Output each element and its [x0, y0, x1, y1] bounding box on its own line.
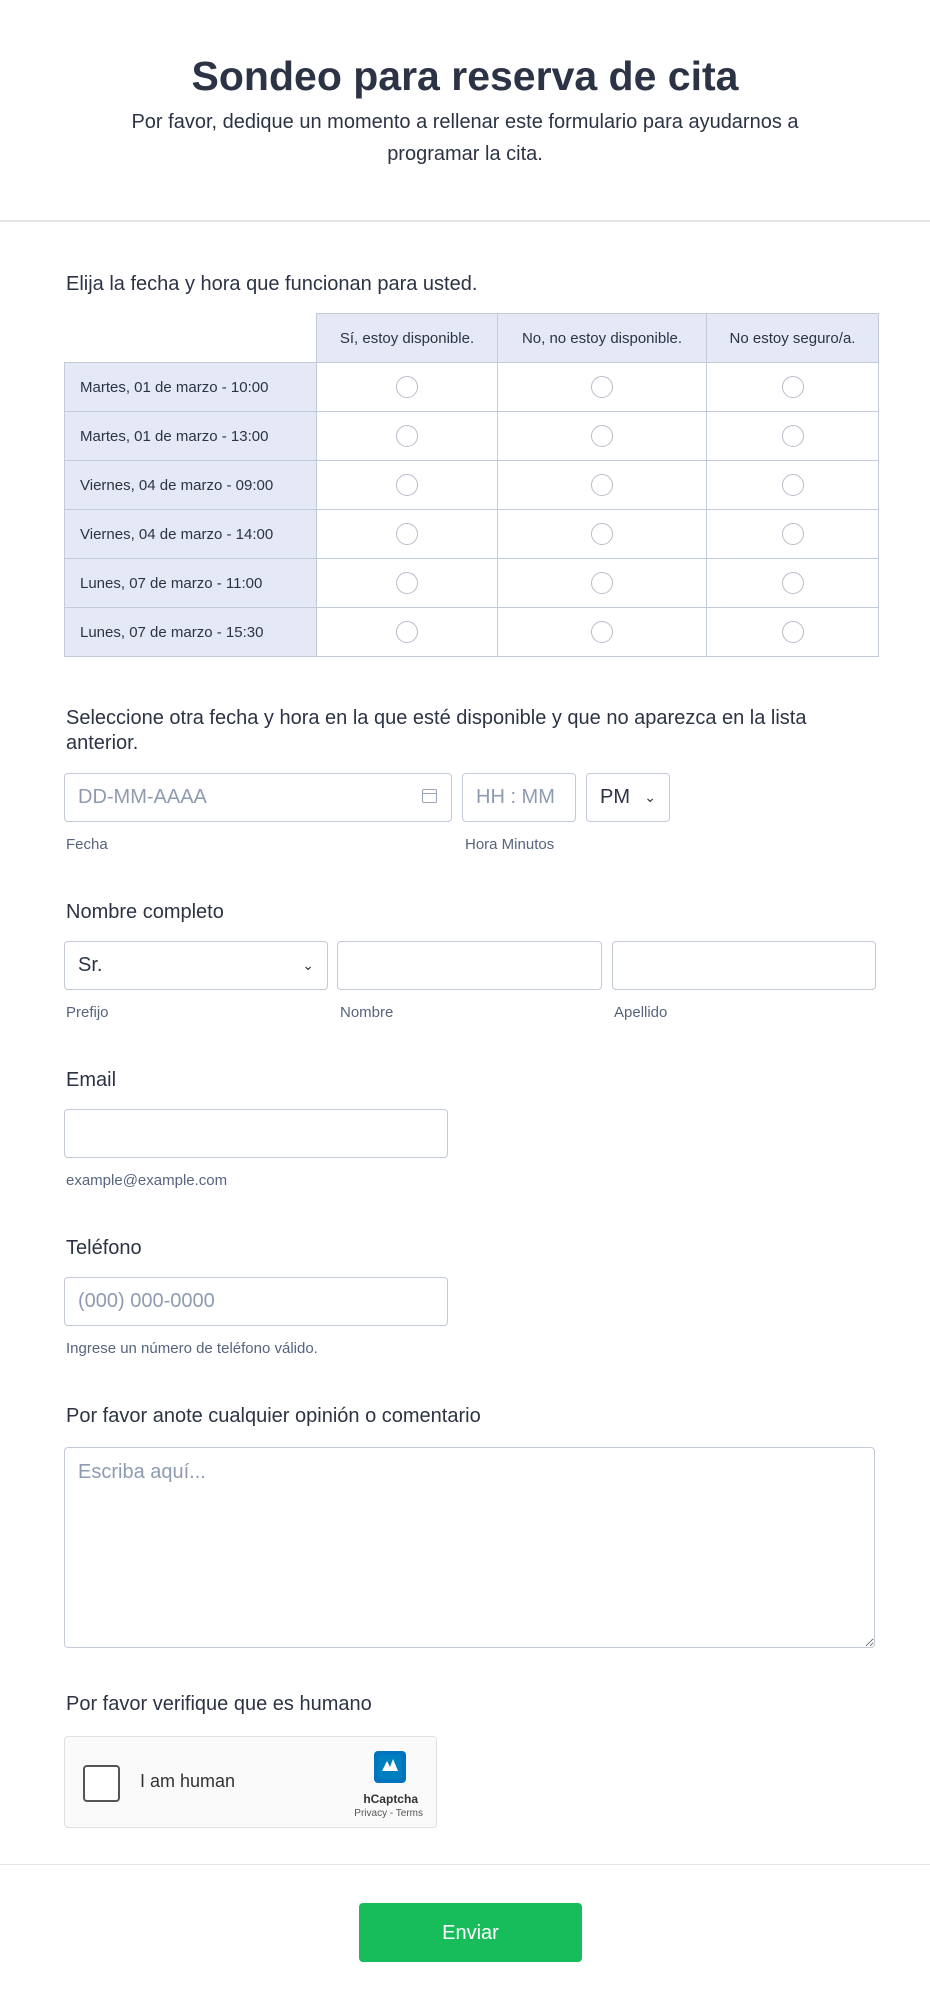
radio-button[interactable]: [782, 621, 804, 643]
phone-hint: Ingrese un número de teléfono válido.: [66, 1340, 318, 1357]
matrix-row: [65, 412, 879, 461]
matrix-header-row: [65, 314, 879, 363]
date-input[interactable]: [64, 773, 452, 822]
matrix-column-header: No estoy seguro/a.: [707, 314, 879, 363]
prefix-label: Prefijo: [66, 1004, 109, 1021]
email-question-label: Email: [66, 1069, 117, 1091]
radio-button[interactable]: [782, 523, 804, 545]
radio-button[interactable]: [591, 523, 613, 545]
radio-button[interactable]: [396, 572, 418, 594]
ampm-value: PM: [600, 786, 630, 808]
hcaptcha-links[interactable]: Privacy - Terms: [354, 1808, 423, 1819]
captcha-question-label: Por favor verifique que es humano: [66, 1693, 372, 1715]
matrix-row-label: Viernes, 04 de marzo - 14:00: [65, 510, 317, 559]
matrix-row-label: Martes, 01 de marzo - 10:00: [65, 363, 317, 412]
matrix-row-label: Lunes, 07 de marzo - 15:30: [65, 608, 317, 657]
radio-button[interactable]: [782, 376, 804, 398]
form-subtitle: Por favor, dedique un momento a rellenar este formulario para ayudarnos a programar la cita.: [131, 111, 799, 165]
time-placeholder: HH : MM: [476, 786, 555, 808]
prefix-select[interactable]: [64, 941, 328, 990]
radio-button[interactable]: [396, 376, 418, 398]
time-label: Hora Minutos: [465, 836, 555, 853]
matrix-question-label: Elija la fecha y hora que funcionan para usted.: [66, 273, 478, 295]
phone-input[interactable]: [64, 1277, 448, 1326]
date-label: Fecha: [66, 836, 108, 853]
prefix-value: Sr.: [78, 954, 103, 976]
comments-textarea[interactable]: [64, 1447, 875, 1648]
hcaptcha-logo-icon: [370, 1747, 410, 1787]
matrix-row: [65, 608, 879, 657]
radio-button[interactable]: [591, 621, 613, 643]
other-date-question-label: Seleccione otra fecha y hora en la que esté disponible y que no aparezca en la lista anterior.: [66, 707, 807, 754]
footer-divider: [0, 1864, 930, 1865]
captcha-checkbox[interactable]: [83, 1765, 120, 1802]
matrix-column-header: Sí, estoy disponible.: [317, 314, 498, 363]
hcaptcha-widget: [64, 1736, 437, 1828]
date-placeholder: DD-MM-AAAA: [78, 786, 207, 808]
matrix-row-label: Lunes, 07 de marzo - 11:00: [65, 559, 317, 608]
availability-matrix: [64, 313, 879, 657]
matrix-row: [65, 461, 879, 510]
radio-button[interactable]: [782, 572, 804, 594]
radio-button[interactable]: [396, 621, 418, 643]
comments-question-label: Por favor anote cualquier opinión o comentario: [66, 1405, 481, 1427]
radio-button[interactable]: [782, 425, 804, 447]
last-name-label: Apellido: [614, 1004, 668, 1021]
first-name-input[interactable]: [337, 941, 602, 990]
matrix-column-header: No, no estoy disponible.: [498, 314, 707, 363]
form-header: [0, 0, 930, 222]
matrix-row-label: Viernes, 04 de marzo - 09:00: [65, 461, 317, 510]
matrix-row-label: Martes, 01 de marzo - 13:00: [65, 412, 317, 461]
matrix-row: [65, 363, 879, 412]
radio-button[interactable]: [396, 474, 418, 496]
chevron-down-icon: ⌄: [644, 789, 656, 805]
form-title: Sondeo para reserva de cita: [191, 53, 739, 99]
phone-question-label: Teléfono: [66, 1237, 142, 1259]
calendar-icon[interactable]: [422, 789, 437, 803]
submit-button[interactable]: Enviar: [359, 1903, 582, 1962]
captcha-checkbox-label: I am human: [140, 1771, 236, 1791]
matrix-row: [65, 559, 879, 608]
radio-button[interactable]: [591, 376, 613, 398]
radio-button[interactable]: [396, 425, 418, 447]
last-name-input[interactable]: [612, 941, 876, 990]
name-question-label: Nombre completo: [66, 901, 224, 923]
radio-button[interactable]: [591, 572, 613, 594]
radio-button[interactable]: [782, 474, 804, 496]
chevron-down-icon: ⌄: [302, 957, 314, 973]
first-name-label: Nombre: [340, 1004, 394, 1021]
radio-button[interactable]: [591, 474, 613, 496]
email-hint: example@example.com: [66, 1172, 228, 1189]
hcaptcha-brand: hCaptcha: [363, 1792, 418, 1806]
email-input[interactable]: [64, 1109, 448, 1158]
matrix-row: [65, 510, 879, 559]
matrix-corner: [65, 314, 317, 363]
ampm-select[interactable]: [586, 773, 670, 822]
radio-button[interactable]: [591, 425, 613, 447]
phone-placeholder: (000) 000-0000: [78, 1290, 215, 1312]
time-input[interactable]: [462, 773, 576, 822]
radio-button[interactable]: [396, 523, 418, 545]
